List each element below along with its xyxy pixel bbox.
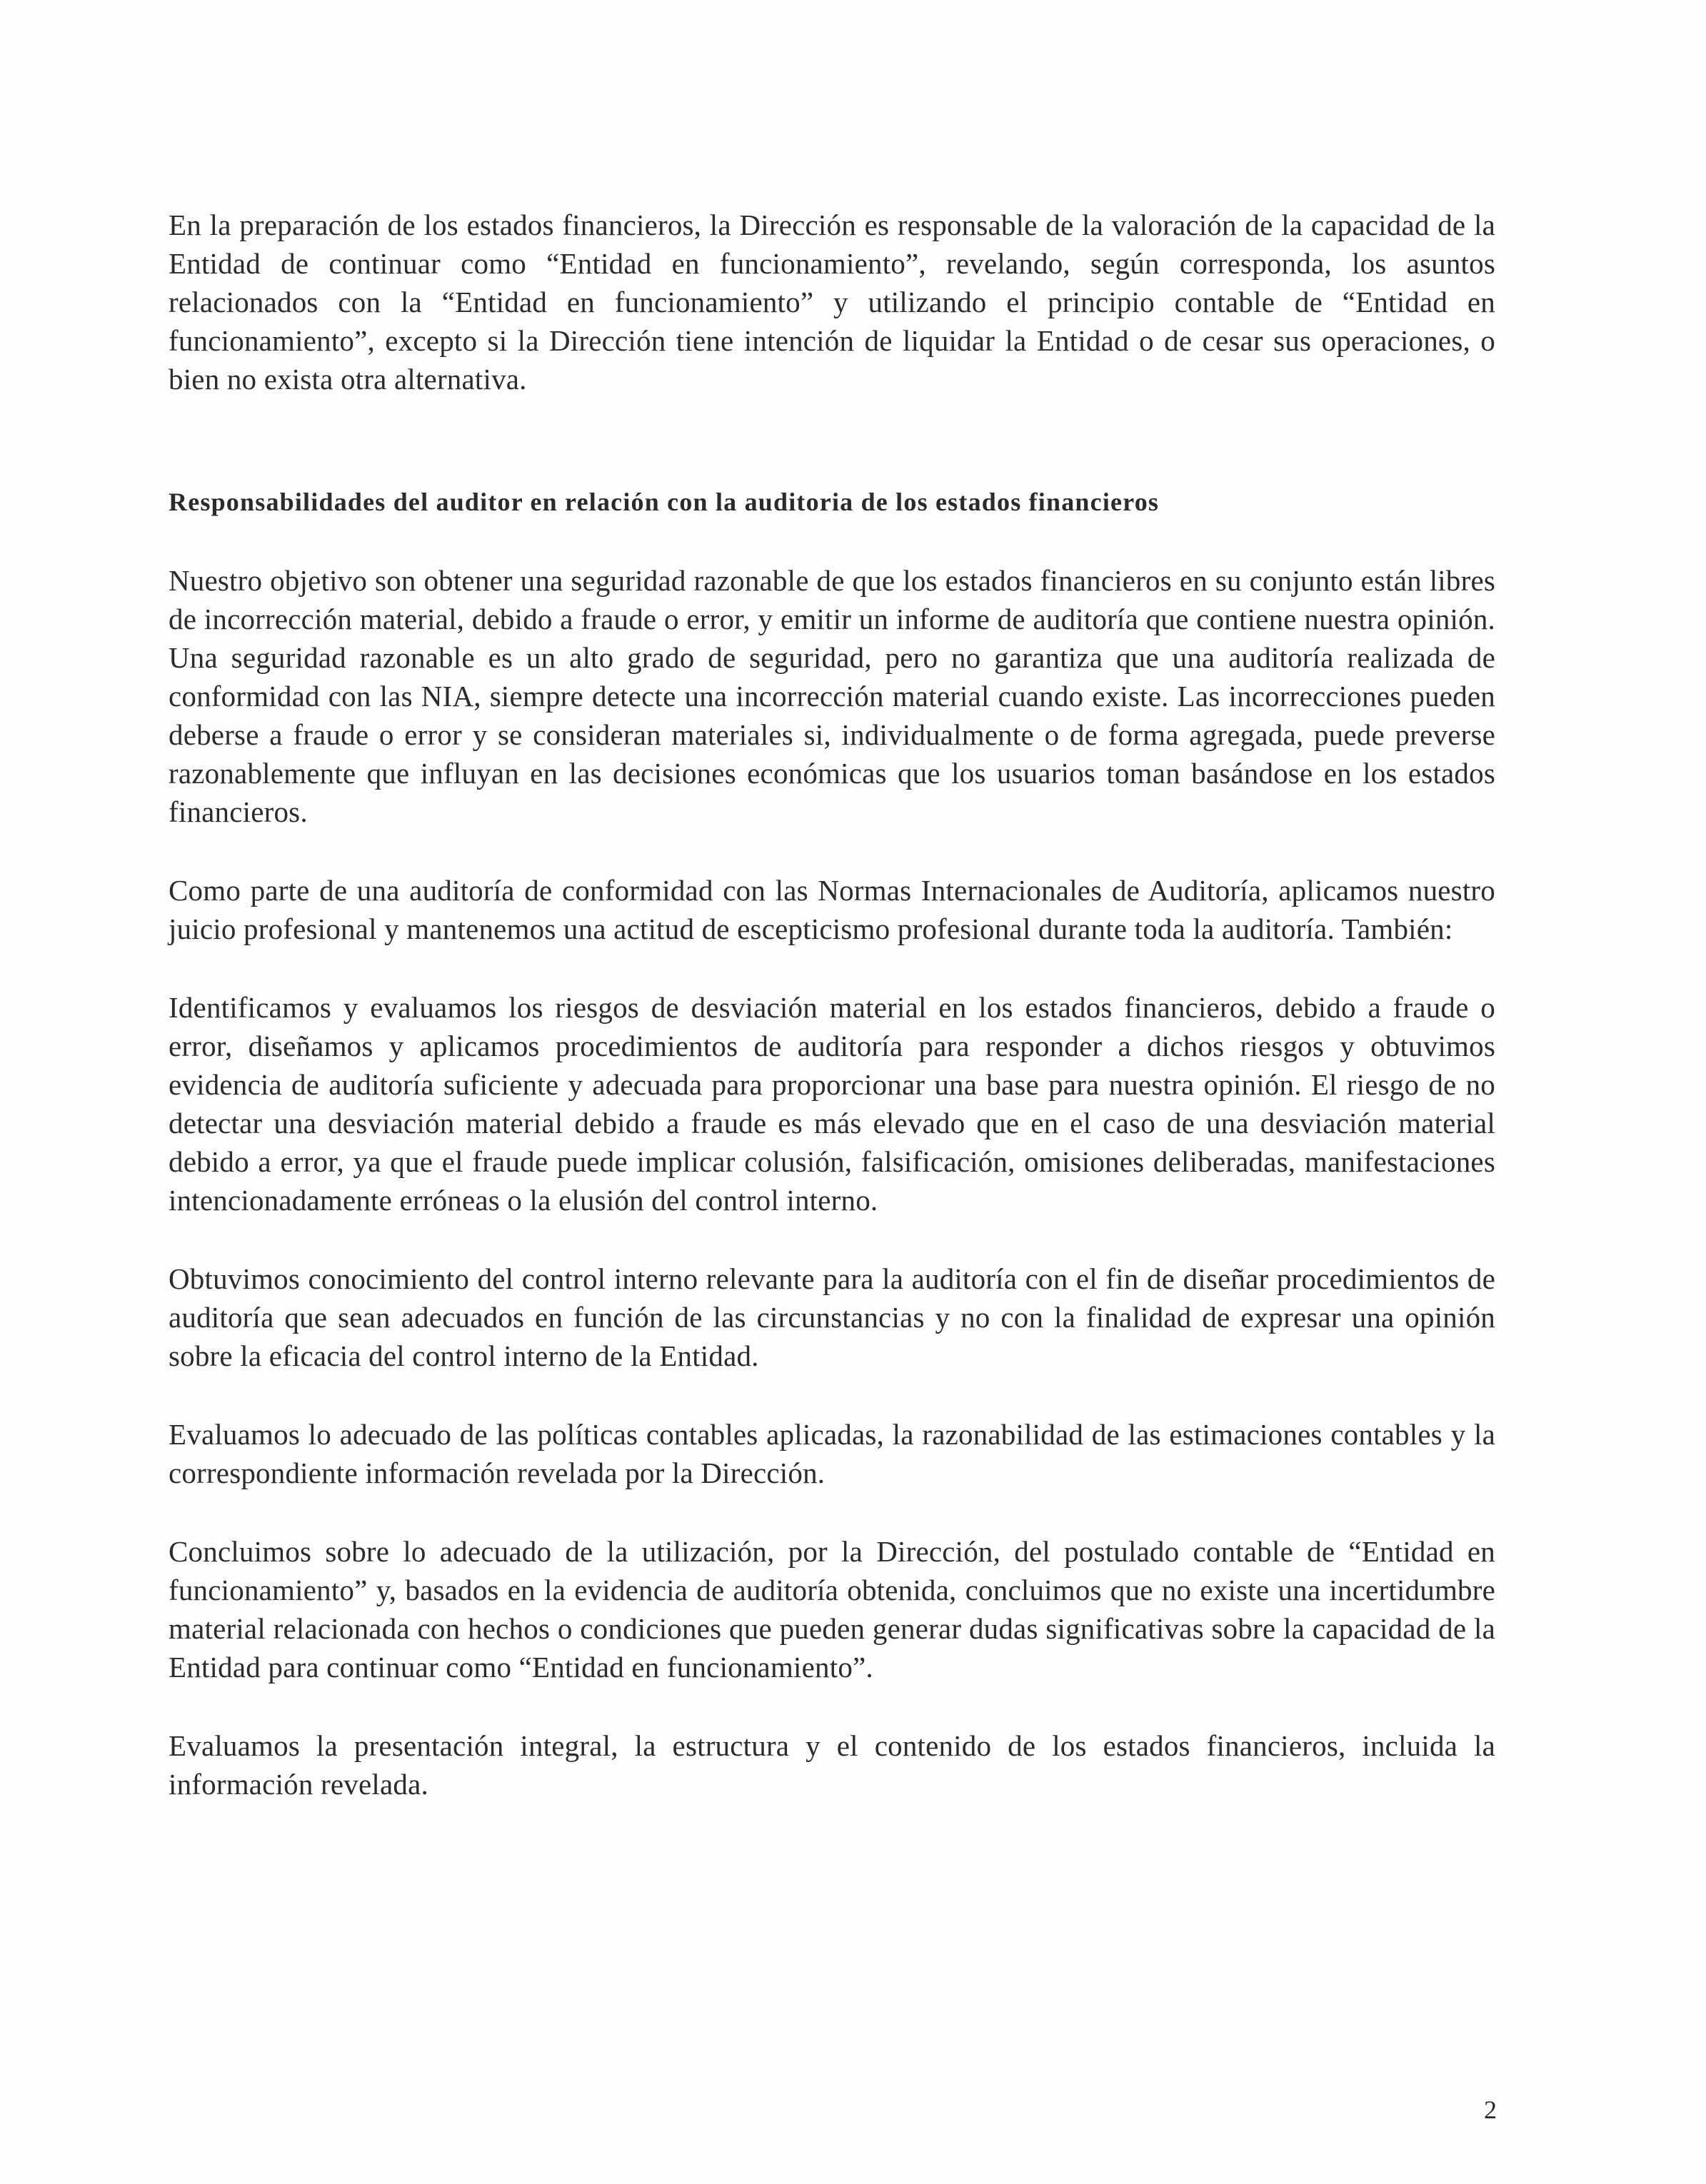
spacer <box>169 1492 1495 1532</box>
page-body <box>169 206 1495 1803</box>
paragraph-objective: Nuestro objetivo son obtener una seguridad razonable de que los estados financieros en su conjunto están libres de incorrección material, debido a fraude o error, y emitir un informe de auditoría que contiene nuestra opinión. Una seguridad razonable es un alto grado de seguridad, pero no garantiza que una auditoría realizada de conformidad con las NIA, siempre detecte una incorrección material cuando existe. Las incorrecciones pueden deberse a fraude o error y se consideran materiales si, individualmente o de forma agregada, puede preverse razonablemente que influyan en las decisiones económicas que los usuarios toman basándose en los estados financieros. <box>169 564 1495 828</box>
spacer <box>169 948 1495 988</box>
spacer <box>169 1219 1495 1259</box>
paragraph-audit-scope: Como parte de una auditoría de conformidad con las Normas Internacionales de Auditoría, aplicamos nuestro juicio profesional y mantenemos una actitud de escepticismo profesional durante toda la auditoría. También: <box>169 874 1495 945</box>
paragraph-going-concern-conclusion: Concluimos sobre lo adecuado de la utilización, por la Dirección, del postulado contable de “Entidad en funcionamiento” y, basados en la evidencia de auditoría obtenida, concluimos que no existe una incertidumbre material relacionada con hechos o condiciones que pueden generar dudas significativas sobre la capacidad de la Entidad para continuar como “Entidad en funcionamiento”. <box>169 1535 1495 1684</box>
paragraph-accounting-policies: Evaluamos lo adecuado de las políticas contables aplicadas, la razonabilidad de las estimaciones contables y la correspondiente información revelada por la Dirección. <box>169 1418 1495 1489</box>
spacer <box>169 1375 1495 1415</box>
spacer <box>169 521 1495 561</box>
paragraph-presentation: Evaluamos la presentación integral, la estructura y el contenido de los estados financieros, incluida la información revelada. <box>169 1729 1495 1801</box>
paragraph-internal-control: Obtuvimos conocimiento del control interno relevante para la auditoría con el fin de diseñar procedimientos de auditoría que sean adecuados en función de las circunstancias y no con la finalidad de expresar una opinión sobre la eficacia del control interno de la Entidad. <box>169 1262 1495 1372</box>
spacer <box>169 398 1495 483</box>
paragraph-risk-assessment: Identificamos y evaluamos los riesgos de desviación material en los estados financieros, debido a fraude o error, diseñamos y aplicamos procedimientos de auditoría para responder a dichos riesgos y obtuvimos evidencia de auditoría suficiente y adecuada para proporcionar una base para nuestra opinión. El riesgo de no detectar una desviación material debido a fraude es más elevado que en el caso de una desviación material debido a error, ya que el fraude puede implicar colusión, falsificación, omisiones deliberadas, manifestaciones intencionadamente erróneas o la elusión del control interno. <box>169 991 1495 1217</box>
spacer <box>169 831 1495 871</box>
section-heading: Responsabilidades del auditor en relación con la auditoria de los estados financieros <box>169 488 1160 516</box>
paragraph-going-concern: En la preparación de los estados financieros, la Dirección es responsable de la valoración de la capacidad de la Entidad de continuar como “Entidad en funcionamiento”, revelando, según corresponda, los asuntos relacionados con la “Entidad en funcionamiento” y utilizando el principio contable de “Entidad en funcionamiento”, excepto si la Dirección tiene intención de liquidar la Entidad o de cesar sus operaciones, o bien no exista otra alternativa. <box>169 208 1495 396</box>
page-number: 2 <box>1484 2095 1497 2124</box>
spacer <box>169 1686 1495 1726</box>
